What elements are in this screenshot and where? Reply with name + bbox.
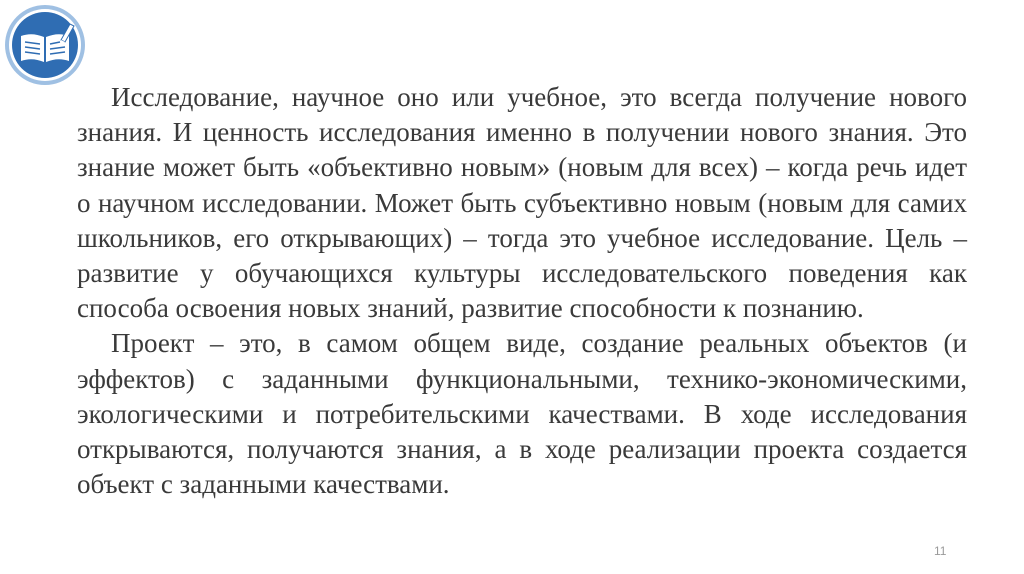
paragraph-project: Проект – это, в самом общем виде, создание реальных объектов (и эффектов) с заданными функциональными, технико-экономическими, экологическими и потребительскими качествами. В ходе исследования открываются, получаются знания, а в ходе реализации проекта создается объект с заданными качествами. bbox=[77, 328, 967, 500]
slide-body-text bbox=[77, 80, 967, 502]
page-number: 11 bbox=[934, 544, 947, 558]
book-logo-icon bbox=[4, 4, 86, 86]
paragraph-research: Исследование, научное оно или учебное, это всегда получение нового знания. И ценность исследования именно в получении нового знания. Это знание может быть «объективно новым» (новым для всех) – когда речь идет о научном исследовании. Может быть субъективно новым (новым для самих школьников, его открывающих) – тогда это учебное исследование. Цель – развитие у обучающихся культуры исследовательского поведения как способа освоения новых знаний, развитие способности к познанию. bbox=[77, 82, 967, 324]
open-book-with-pen-icon bbox=[4, 4, 86, 86]
